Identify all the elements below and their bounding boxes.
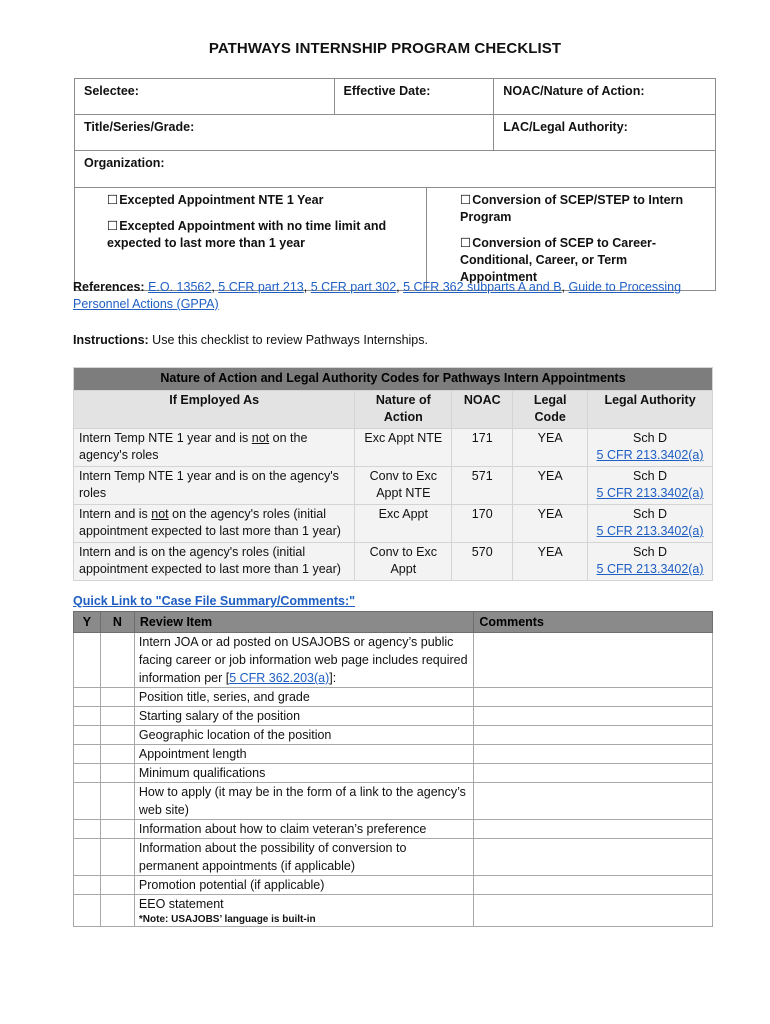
review-item-cell [134, 764, 473, 783]
comments-cell[interactable] [474, 764, 713, 783]
review-item-text: ]: [329, 671, 337, 685]
legal-code-cell: YEA [513, 504, 588, 542]
comments-cell[interactable] [474, 876, 713, 895]
legal-code-cell: YEA [513, 466, 588, 504]
reference-link-5cfr-362[interactable]: 5 CFR 362 subparts A and B [403, 280, 562, 294]
lac-field[interactable] [494, 115, 716, 151]
effective-date-field[interactable] [334, 79, 494, 115]
no-checkbox-cell[interactable] [100, 783, 134, 820]
comments-cell[interactable] [474, 688, 713, 707]
checkbox-icon[interactable]: ☐ [460, 235, 472, 250]
review-item-cell [134, 745, 473, 764]
review-item-cell [134, 726, 473, 745]
review-item-cell [134, 895, 473, 927]
review-item-text: Information about how to claim veteran’s preference [138, 822, 427, 836]
no-checkbox-cell[interactable] [100, 764, 134, 783]
reference-separator: , [211, 280, 219, 294]
effective-date-label: Effective Date: [343, 84, 431, 98]
title-series-grade-field[interactable] [75, 115, 494, 151]
lac-label: LAC/Legal Authority: [503, 120, 628, 134]
noac-field[interactable] [494, 79, 716, 115]
review-item-text: EEO statement [138, 897, 224, 911]
table-row [74, 707, 713, 726]
yes-checkbox-cell[interactable] [74, 707, 101, 726]
checkbox-icon[interactable]: ☐ [107, 192, 119, 207]
nature-of-action-cell: Conv to Exc Appt [355, 542, 452, 580]
legal-authority-cell: Sch D 5 CFR 213.3402(a) [588, 542, 713, 580]
noac-cell: 171 [452, 428, 513, 466]
review-item-text: Appointment length [138, 747, 247, 761]
legal-authority-link[interactable]: 5 CFR 213.3402(a) [596, 562, 704, 576]
comments-cell[interactable] [474, 820, 713, 839]
legal-authority-link[interactable]: 5 CFR 213.3402(a) [596, 448, 704, 462]
instructions-label: Instructions: [73, 333, 149, 347]
nature-of-action-cell: Exc Appt [355, 504, 452, 542]
page-title: PATHWAYS INTERNSHIP PROGRAM CHECKLIST [208, 40, 562, 57]
comments-cell[interactable] [474, 745, 713, 764]
comments-cell[interactable] [474, 633, 713, 688]
noac-label: NOAC/Nature of Action: [503, 84, 645, 98]
review-item-cell [134, 688, 473, 707]
column-header-employed-as: If Employed As [74, 390, 355, 428]
no-checkbox-cell[interactable] [100, 895, 134, 927]
option-label: Conversion of SCEP/STEP to Intern Program [460, 192, 684, 224]
yes-checkbox-cell[interactable] [74, 839, 101, 876]
review-item-text: Information about the possibility of conversion to permanent appointments (if applicable) [138, 841, 407, 873]
table-row [74, 504, 713, 542]
no-checkbox-cell[interactable] [100, 688, 134, 707]
references-label: References: [73, 280, 145, 294]
yes-checkbox-cell[interactable] [74, 745, 101, 764]
employed-as-cell: Intern Temp NTE 1 year and is on the agency's roles [74, 466, 355, 504]
no-checkbox-cell[interactable] [100, 745, 134, 764]
no-checkbox-cell[interactable] [100, 839, 134, 876]
instructions-text: Use this checklist to review Pathways Internships. [148, 333, 428, 347]
organization-label: Organization: [84, 156, 165, 170]
cfr-reference-link[interactable]: 5 CFR 362.203(a) [229, 671, 330, 685]
yes-checkbox-cell[interactable] [74, 688, 101, 707]
review-checklist-table [73, 611, 713, 927]
reference-link-eo-13562[interactable]: E.O. 13562 [148, 280, 212, 294]
option-excepted-no-time-limit[interactable] [107, 218, 420, 252]
column-header-nature-of-action: Nature of Action [355, 390, 452, 428]
table-row [74, 764, 713, 783]
yes-checkbox-cell[interactable] [74, 726, 101, 745]
review-item-cell [134, 707, 473, 726]
reference-link-5cfr-213[interactable]: 5 CFR part 213 [218, 280, 304, 294]
legal-authority-link[interactable]: 5 CFR 213.3402(a) [596, 524, 704, 538]
review-item-text: Intern JOA or ad posted on USAJOBS or agency’s public facing career or job information web page includes required information per [ [138, 635, 468, 685]
option-label: Conversion of SCEP to Career-Conditional, Career, or Term Appointment [460, 235, 657, 284]
table-row [74, 876, 713, 895]
references [73, 279, 693, 313]
table-row [74, 895, 713, 927]
option-label: Excepted Appointment NTE 1 Year [119, 192, 324, 207]
review-item-text: Geographic location of the position [138, 728, 332, 742]
noac-legal-authority-table [73, 367, 713, 581]
table-row [74, 726, 713, 745]
legal-authority-cell: Sch D 5 CFR 213.3402(a) [588, 504, 713, 542]
column-header-no: N [100, 612, 134, 633]
legal-code-cell: YEA [513, 542, 588, 580]
reference-separator: , [561, 280, 569, 294]
comments-cell[interactable] [474, 895, 713, 927]
review-item-text: Position title, series, and grade [138, 690, 310, 704]
review-item-text: Starting salary of the position [138, 709, 301, 723]
review-item-cell [134, 876, 473, 895]
table-row [74, 839, 713, 876]
no-checkbox-cell[interactable] [100, 726, 134, 745]
legal-authority-cell: Sch D 5 CFR 213.3402(a) [588, 466, 713, 504]
legal-authority-cell: Sch D 5 CFR 213.3402(a) [588, 428, 713, 466]
usajobs-note: *Note: USAJOBS’ language is built-in [138, 914, 316, 925]
table-row [74, 783, 713, 820]
legal-authority-link[interactable]: 5 CFR 213.3402(a) [596, 486, 704, 500]
column-header-comments: Comments [474, 612, 713, 633]
yes-checkbox-cell[interactable] [74, 783, 101, 820]
employed-as-cell: Intern and is on the agency's roles (initial appointment expected to last more than 1 year) [74, 542, 355, 580]
option-excepted-nte-1-year[interactable] [107, 192, 420, 209]
review-item-cell [134, 633, 473, 688]
no-checkbox-cell[interactable] [100, 820, 134, 839]
column-header-review-item: Review Item [134, 612, 473, 633]
employed-as-cell: Intern and is not on the agency's roles (initial appointment expected to last more than 1 year) [74, 504, 355, 542]
no-checkbox-cell[interactable] [100, 876, 134, 895]
table-row [74, 688, 713, 707]
noac-cell: 570 [452, 542, 513, 580]
noac-table-caption: Nature of Action and Legal Authority Codes for Pathways Intern Appointments [74, 368, 713, 391]
selectee-info-table [74, 78, 716, 291]
option-conversion-scep-step-to-intern[interactable] [460, 192, 707, 226]
checkbox-icon[interactable]: ☐ [107, 218, 119, 233]
review-item-cell [134, 783, 473, 820]
table-row [74, 820, 713, 839]
option-conversion-scep-to-career[interactable] [460, 235, 707, 286]
comments-cell[interactable] [474, 726, 713, 745]
reference-separator: , [303, 280, 311, 294]
organization-field[interactable] [75, 151, 716, 187]
yes-checkbox-cell[interactable] [74, 633, 101, 688]
review-item-text: How to apply (it may be in the form of a link to the agency’s web site) [138, 785, 466, 817]
nature-of-action-cell: Conv to Exc Appt NTE [355, 466, 452, 504]
nature-of-action-cell: Exc Appt NTE [355, 428, 452, 466]
title-series-grade-label: Title/Series/Grade: [84, 120, 195, 134]
table-row [74, 633, 713, 688]
selectee-label: Selectee: [84, 84, 139, 98]
yes-checkbox-cell[interactable] [74, 895, 101, 927]
table-row [74, 542, 713, 580]
reference-link-5cfr-302[interactable]: 5 CFR part 302 [310, 280, 397, 294]
legal-code-cell: YEA [513, 428, 588, 466]
column-header-legal-authority: Legal Authority [588, 390, 713, 428]
yes-checkbox-cell[interactable] [74, 764, 101, 783]
no-checkbox-cell[interactable] [100, 707, 134, 726]
checkbox-icon[interactable]: ☐ [460, 192, 472, 207]
table-row [74, 745, 713, 764]
column-header-yes: Y [74, 612, 101, 633]
no-checkbox-cell[interactable] [100, 633, 134, 688]
review-item-cell [134, 839, 473, 876]
comments-cell[interactable] [474, 839, 713, 876]
selectee-field[interactable] [75, 79, 335, 115]
table-row [74, 466, 713, 504]
table-row [74, 428, 713, 466]
yes-checkbox-cell[interactable] [74, 876, 101, 895]
comments-cell[interactable] [474, 783, 713, 820]
quick-link-case-file-summary[interactable]: Quick Link to "Case File Summary/Comments:" [73, 594, 356, 608]
instructions [73, 332, 693, 349]
comments-cell[interactable] [474, 707, 713, 726]
noac-cell: 170 [452, 504, 513, 542]
reference-link-gppa[interactable]: Guide to Processing Personnel Actions (GPPA) [73, 280, 682, 311]
review-item-text: Promotion potential (if applicable) [138, 878, 325, 892]
column-header-legal-code: Legal Code [513, 390, 588, 428]
review-item-text: Minimum qualifications [138, 766, 266, 780]
column-header-noac: NOAC [452, 390, 513, 428]
employed-as-cell: Intern Temp NTE 1 year and is not on the agency's roles [74, 428, 355, 466]
noac-cell: 571 [452, 466, 513, 504]
review-item-cell [134, 820, 473, 839]
yes-checkbox-cell[interactable] [74, 820, 101, 839]
reference-separator: , [396, 280, 404, 294]
option-label: Excepted Appointment with no time limit and expected to last more than 1 year [107, 218, 387, 250]
